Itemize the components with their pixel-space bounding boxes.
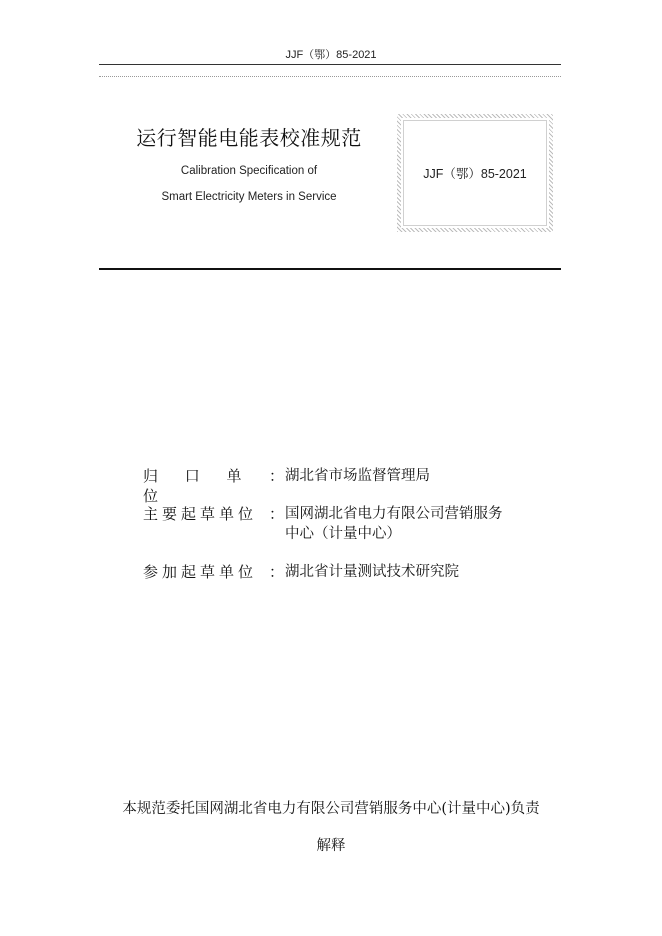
unit-value-line1: 国网湖北省电力有限公司营销服务 (285, 506, 503, 522)
unit-row-participating-drafter (143, 562, 543, 582)
unit-colon: ： (269, 563, 285, 581)
footer-interpretation-line1: 本规范委托国网湖北省电力有限公司营销服务中心(计量中心)负责 (122, 801, 540, 817)
footer-interpretation-line2: 解释 (316, 838, 346, 854)
unit-colon: ： (269, 467, 285, 485)
unit-value: 湖北省计量测试技术研究院 (285, 564, 459, 580)
standard-code: JJF（鄂）85-2021 (423, 167, 527, 181)
unit-value: 湖北省市场监督管理局 (285, 468, 430, 484)
header-divider (99, 64, 561, 65)
unit-row-main-drafter (143, 504, 543, 544)
main-divider (99, 268, 561, 270)
unit-colon: ： (269, 505, 285, 523)
unit-label: 归 口 单 位 (143, 467, 253, 505)
standard-code-box (397, 114, 553, 232)
unit-row-responsible (143, 466, 543, 505)
unit-label: 主要起草单位 (143, 505, 258, 523)
header-standard-code: JJF（鄂）85-2021 (285, 49, 377, 61)
header-dotted-divider (99, 76, 561, 77)
unit-value-line2: 中心（计量中心） (285, 526, 401, 542)
unit-label: 参加起草单位 (143, 563, 258, 581)
document-title-en-line2: Smart Electricity Meters in Service (161, 191, 337, 203)
document-title-en-line1: Calibration Specification of (180, 165, 318, 177)
title-block (120, 126, 378, 204)
document-title-cn: 运行智能电能表校准规范 (136, 126, 362, 150)
